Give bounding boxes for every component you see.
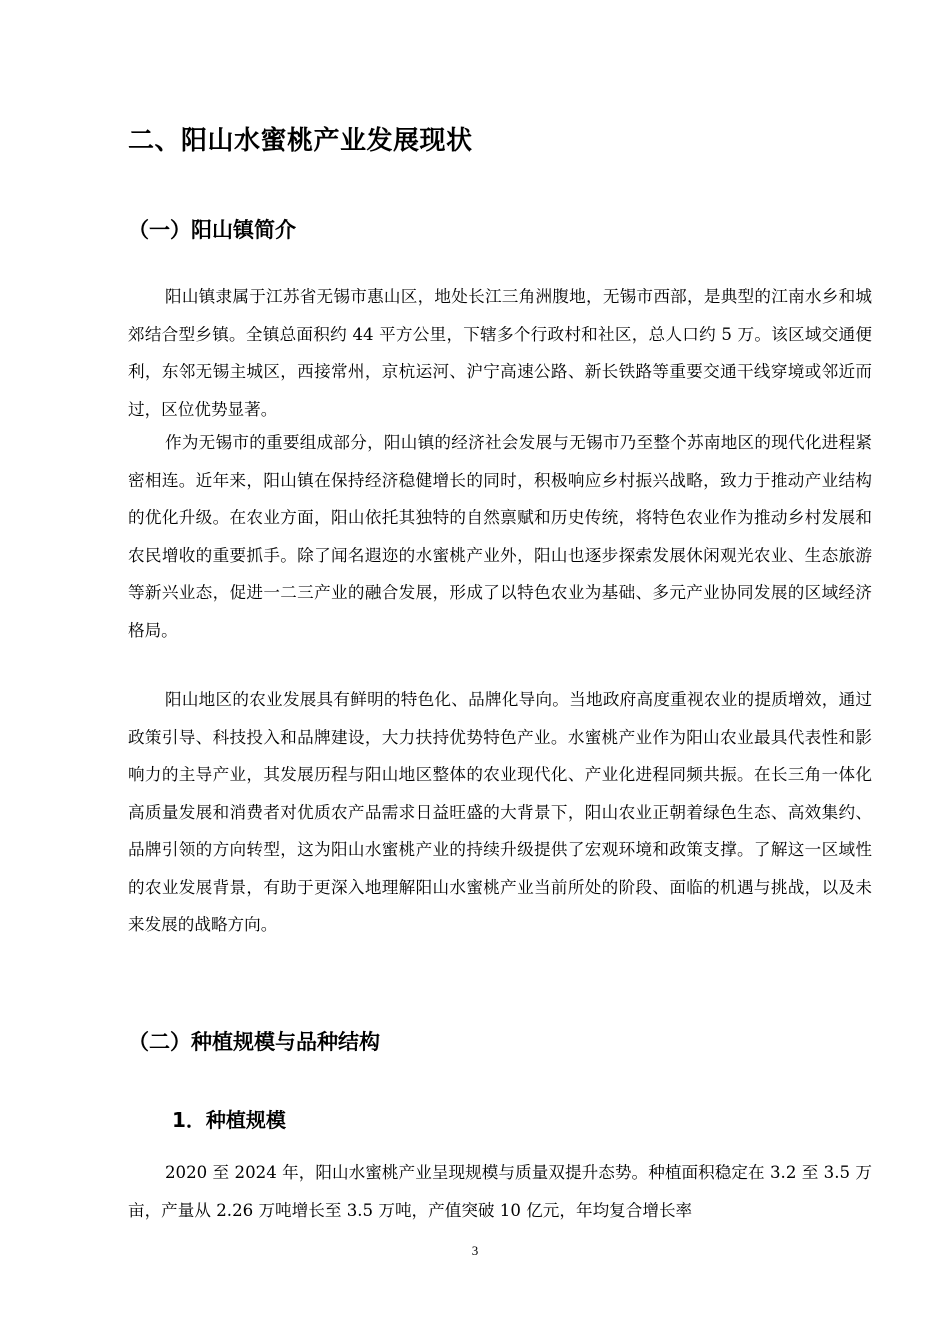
subsection-heading-town-intro: （一）阳山镇简介 [128, 218, 296, 242]
subsection-heading-planting-scale: （二）种植规模与品种结构 [128, 1030, 380, 1054]
paragraph-town-location: 阳山镇隶属于江苏省无锡市惠山区，地处长江三角洲腹地，无锡市西部，是典型的江南水乡和城郊结合型乡镇。全镇总面积约 44 平方公里，下辖多个行政村和社区，总人口约 5 万。该区域交通便利，东邻无锡主城区，西接常州，京杭运河、沪宁高速公路、新长铁路等重要交通干线穿境或邻近而过，区位优势显著。 [128, 287, 872, 419]
section-heading: 二、阳山水蜜桃产业发展现状 [128, 126, 473, 156]
item-heading-planting-scale: 1．种植规模 [172, 1108, 286, 1132]
paragraph-planting-scale: 2020 至 2024 年，阳山水蜜桃产业呈现规模与质量双提升态势。种植面积稳定在 3.2 至 3.5 万亩，产量从 2.26 万吨增长至 3.5 万吨，产值突破 10 亿元，年均复合增长率 [128, 1163, 872, 1220]
paragraph-town-economy: 作为无锡市的重要组成部分，阳山镇的经济社会发展与无锡市乃至整个苏南地区的现代化进程紧密相连。近年来，阳山镇在保持经济稳健增长的同时，积极响应乡村振兴战略，致力于推动产业结构的优化升级。在农业方面，阳山依托其独特的自然禀赋和历史传统，将特色农业作为推动乡村发展和农民增收的重要抓手。除了闻名遐迩的水蜜桃产业外，阳山也逐步探索发展休闲观光农业、生态旅游等新兴业态，促进一二三产业的融合发展，形成了以特色农业为基础、多元产业协同发展的区域经济格局。 [128, 433, 872, 640]
page-number: 3 [471, 1243, 479, 1258]
paragraph-town-agriculture: 阳山地区的农业发展具有鲜明的特色化、品牌化导向。当地政府高度重视农业的提质增效，通过政策引导、科技投入和品牌建设，大力扶持优势特色产业。水蜜桃产业作为阳山农业最具代表性和影响力的主导产业，其发展历程与阳山地区整体的农业现代化、产业化进程同频共振。在长三角一体化高质量发展和消费者对优质农产品需求日益旺盛的大背景下，阳山农业正朝着绿色生态、高效集约、品牌引领的方向转型，这为阳山水蜜桃产业的持续升级提供了宏观环境和政策支撑。了解这一区域性的农业发展背景，有助于更深入地理解阳山水蜜桃产业当前所处的阶段、面临的机遇与挑战，以及未来发展的战略方向。 [128, 690, 872, 934]
